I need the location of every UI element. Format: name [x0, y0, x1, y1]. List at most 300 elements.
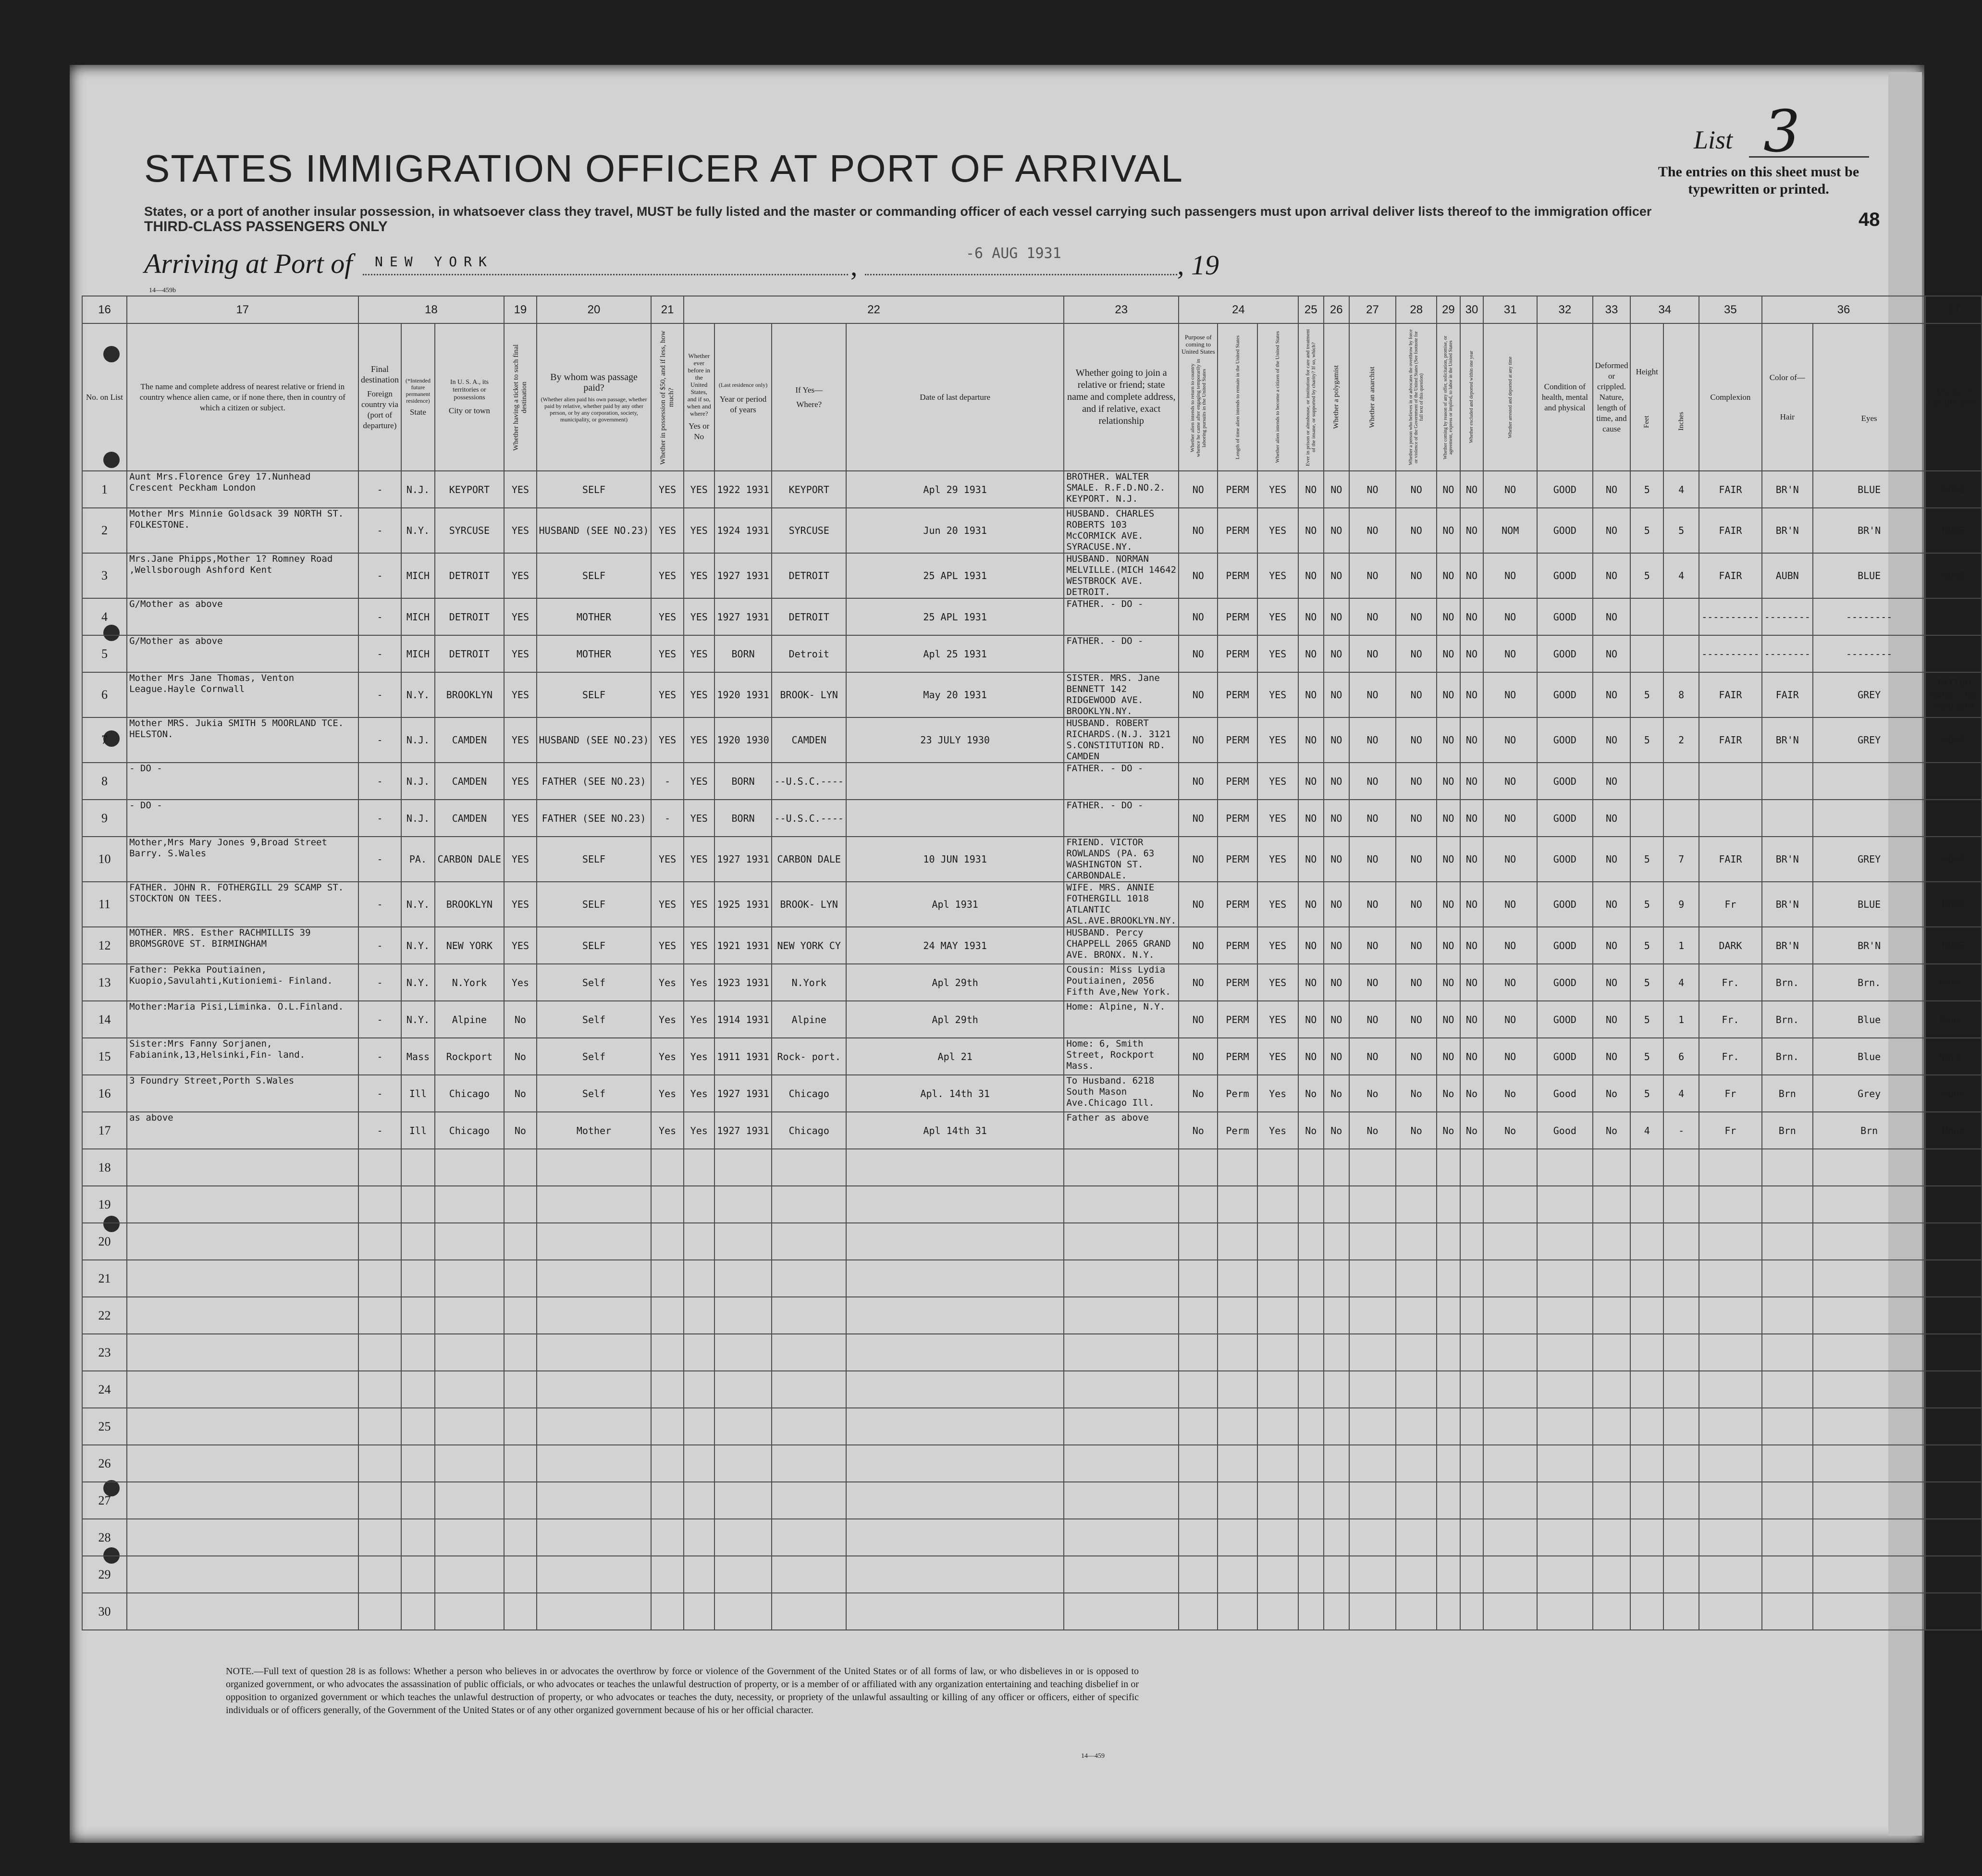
- purpose-return: NO: [1179, 508, 1218, 553]
- complexion-value: Fr.: [1699, 1001, 1761, 1038]
- blank-cell: [537, 1297, 652, 1334]
- blank-cell: [1925, 1297, 1982, 1334]
- blank-cell: [1483, 1149, 1537, 1186]
- header-city: In U. S. A., its territories or possessions City or town: [435, 323, 505, 471]
- blank-cell: [684, 1223, 714, 1260]
- blank-cell: [1537, 1260, 1592, 1297]
- ticket-answer: No: [504, 1112, 536, 1149]
- complexion-value: Fr: [1699, 882, 1761, 927]
- q31-answer: NO: [1483, 553, 1537, 598]
- foreign-country: -: [358, 1112, 402, 1149]
- height-inches: 4: [1663, 1075, 1699, 1112]
- blank-cell: [401, 1223, 434, 1260]
- table-row: [82, 882, 1982, 927]
- last-departure: 25 APL 1931: [846, 598, 1064, 635]
- passage-paid: Self: [537, 1075, 652, 1112]
- anarchist-answer: NO: [1349, 672, 1396, 717]
- hair-color: BR'N: [1762, 717, 1813, 763]
- blank-cell: [1396, 1519, 1437, 1556]
- purpose-return: NO: [1179, 927, 1218, 964]
- identification-marks: NONE: [1925, 837, 1982, 882]
- last-departure: Jun 20 1931: [846, 508, 1064, 553]
- previous-years: BORN: [714, 800, 772, 837]
- joining-relative: FATHER. - DO -: [1064, 598, 1179, 635]
- eye-color: Blue: [1813, 1001, 1925, 1038]
- blank-cell: [1064, 1260, 1179, 1297]
- table-row: [82, 471, 1982, 508]
- blank-cell: [1593, 1334, 1631, 1371]
- joining-relative: HUSBAND. NORMAN MELVILLE.(MICH 14642 WESTBROCK AVE. DETROIT.: [1064, 553, 1179, 598]
- joining-relative: Father as above: [1064, 1112, 1179, 1149]
- q30-answer: NO: [1460, 1038, 1484, 1075]
- blank-cell: [846, 1334, 1064, 1371]
- q30-answer: NO: [1460, 964, 1484, 1001]
- joining-relative: FATHER. - DO -: [1064, 800, 1179, 837]
- anarchist-answer: NO: [1349, 598, 1396, 635]
- previous-years: 1923 1931: [714, 964, 772, 1001]
- polygamist-answer: NO: [1324, 763, 1349, 800]
- relative-address: as above: [127, 1112, 358, 1149]
- purpose-return: NO: [1179, 964, 1218, 1001]
- col-number: 27: [1349, 296, 1396, 323]
- blank-cell: [1396, 1297, 1437, 1334]
- ever-before: YES: [684, 717, 714, 763]
- deformed-answer: NO: [1593, 964, 1631, 1001]
- table-row: [82, 964, 1982, 1001]
- blank-cell: [1663, 1260, 1699, 1297]
- blank-cell: [1813, 1593, 1925, 1630]
- identification-marks: [1925, 635, 1982, 672]
- blank-cell: [1593, 1297, 1631, 1334]
- blank-cell: [1179, 1186, 1218, 1223]
- ever-before: Yes: [684, 1112, 714, 1149]
- q30-answer: NO: [1460, 800, 1484, 837]
- q29-answer: No: [1437, 1075, 1460, 1112]
- blank-cell: [1349, 1223, 1396, 1260]
- blank-cell: [1257, 1482, 1298, 1519]
- q28-answer: NO: [1396, 598, 1437, 635]
- blank-cell: [1483, 1297, 1537, 1334]
- blank-cell: [1179, 1593, 1218, 1630]
- header-joining: Whether going to join a relative or friend; state name and complete address, and if relative, exact relationship: [1064, 323, 1179, 471]
- header-ever-before-yes-no: Whether ever before in the United States, and if so, when and where? Yes or No: [684, 323, 714, 471]
- blank-cell: [401, 1408, 434, 1445]
- blank-cell: [1298, 1149, 1324, 1186]
- ticket-answer: YES: [504, 635, 536, 672]
- passage-paid: HUSBAND (SEE NO.23): [537, 717, 652, 763]
- anarchist-answer: NO: [1349, 1001, 1396, 1038]
- last-departure: 10 JUN 1931: [846, 837, 1064, 882]
- q31-answer: NO: [1483, 800, 1537, 837]
- possession-50: YES: [651, 508, 683, 553]
- blank-cell: [1298, 1186, 1324, 1223]
- row-number: 27: [82, 1482, 127, 1519]
- purpose-length: Perm: [1218, 1112, 1257, 1149]
- blank-cell: [1663, 1408, 1699, 1445]
- previous-where: Chicago: [772, 1112, 846, 1149]
- blank-cell: [1699, 1408, 1761, 1445]
- passage-paid: SELF: [537, 471, 652, 508]
- blank-cell: [1537, 1334, 1592, 1371]
- header-no-on-list: No. on List: [82, 323, 127, 471]
- complexion-value: Fr: [1699, 1112, 1761, 1149]
- blank-cell: [1349, 1186, 1396, 1223]
- row-number: 10: [82, 837, 127, 882]
- purpose-citizen: YES: [1257, 1001, 1298, 1038]
- health-condition: GOOD: [1537, 800, 1592, 837]
- col-number: 31: [1483, 296, 1537, 323]
- blank-cell: [1699, 1519, 1761, 1556]
- height-feet: 5: [1630, 1001, 1663, 1038]
- health-condition: GOOD: [1537, 553, 1592, 598]
- purpose-citizen: YES: [1257, 672, 1298, 717]
- deformed-answer: No: [1593, 1112, 1631, 1149]
- polygamist-answer: NO: [1324, 882, 1349, 927]
- row-number: 14: [82, 1001, 127, 1038]
- blank-cell: [1349, 1371, 1396, 1408]
- blank-cell: [1437, 1371, 1460, 1408]
- previous-years: 1924 1931: [714, 508, 772, 553]
- blank-cell: [435, 1334, 505, 1371]
- blank-cell: [714, 1186, 772, 1223]
- ever-before: YES: [684, 471, 714, 508]
- complexion-value: [1699, 763, 1761, 800]
- q29-answer: NO: [1437, 927, 1460, 964]
- header-complexion: Complexion: [1699, 323, 1761, 471]
- possession-50: YES: [651, 598, 683, 635]
- purpose-citizen: YES: [1257, 553, 1298, 598]
- relative-address: - DO -: [127, 763, 358, 800]
- table-row: [82, 1075, 1982, 1112]
- possession-50: YES: [651, 882, 683, 927]
- hair-color: [1762, 763, 1813, 800]
- health-condition: GOOD: [1537, 837, 1592, 882]
- row-number: 28: [82, 1519, 127, 1556]
- hair-color: Brn: [1762, 1112, 1813, 1149]
- class-note: THIRD-CLASS PASSENGERS ONLY: [144, 219, 388, 234]
- anarchist-answer: NO: [1349, 1038, 1396, 1075]
- blank-cell: [1396, 1445, 1437, 1482]
- blank-cell: [1537, 1445, 1592, 1482]
- purpose-citizen: YES: [1257, 1038, 1298, 1075]
- possession-50: YES: [651, 927, 683, 964]
- blank-cell: [1218, 1593, 1257, 1630]
- blank-cell: [846, 1149, 1064, 1186]
- deformed-answer: NO: [1593, 800, 1631, 837]
- q31-answer: NO: [1483, 672, 1537, 717]
- passage-paid: SELF: [537, 927, 652, 964]
- blank-cell: [1298, 1223, 1324, 1260]
- blank-cell: [846, 1519, 1064, 1556]
- eye-color: BLUE: [1813, 553, 1925, 598]
- relative-address: G/Mother as above: [127, 635, 358, 672]
- blank-cell: [1630, 1556, 1663, 1593]
- deformed-answer: NO: [1593, 471, 1631, 508]
- empty-row: [82, 1334, 1982, 1371]
- blank-cell: [1460, 1149, 1484, 1186]
- blank-cell: [358, 1297, 402, 1334]
- blank-cell: [846, 1445, 1064, 1482]
- ticket-answer: YES: [504, 717, 536, 763]
- purpose-citizen: YES: [1257, 882, 1298, 927]
- purpose-return: NO: [1179, 672, 1218, 717]
- possession-50: Yes: [651, 1001, 683, 1038]
- hair-color: Brn.: [1762, 1001, 1813, 1038]
- destination-state: N.Y.: [401, 508, 434, 553]
- joining-relative: Home: 6, Smith Street, Rockport Mass.: [1064, 1038, 1179, 1075]
- header-state: (*Intended future permanent residence) State: [401, 323, 434, 471]
- health-condition: GOOD: [1537, 927, 1592, 964]
- blank-cell: [1537, 1371, 1592, 1408]
- blank-cell: [1762, 1186, 1813, 1223]
- ever-before: YES: [684, 553, 714, 598]
- possession-50: Yes: [651, 1112, 683, 1149]
- last-departure: Apl 1931: [846, 882, 1064, 927]
- deformed-answer: NO: [1593, 598, 1631, 635]
- height-feet: 5: [1630, 964, 1663, 1001]
- empty-row: [82, 1593, 1982, 1630]
- row-number: 17: [82, 1112, 127, 1149]
- previous-years: BORN: [714, 635, 772, 672]
- hair-color: [1762, 800, 1813, 837]
- blank-cell: [1663, 1149, 1699, 1186]
- height-inches: 4: [1663, 553, 1699, 598]
- foreign-country: -: [358, 508, 402, 553]
- blank-cell: [401, 1445, 434, 1482]
- height-feet: 5: [1630, 927, 1663, 964]
- previous-where: Rock- port.: [772, 1038, 846, 1075]
- blank-cell: [1218, 1297, 1257, 1334]
- prison-answer: NO: [1298, 672, 1324, 717]
- hair-color: AUBN: [1762, 553, 1813, 598]
- blank-cell: [401, 1556, 434, 1593]
- blank-cell: [1663, 1519, 1699, 1556]
- ever-before: YES: [684, 598, 714, 635]
- blank-cell: [651, 1593, 683, 1630]
- prison-answer: No: [1298, 1075, 1324, 1112]
- destination-state: PA.: [401, 837, 434, 882]
- hair-color: --------: [1762, 635, 1813, 672]
- deformed-answer: NO: [1593, 1001, 1631, 1038]
- col-number: 36: [1762, 296, 1926, 323]
- col-number: 33: [1593, 296, 1631, 323]
- blank-cell: [772, 1223, 846, 1260]
- port-value: NEW YORK: [375, 254, 493, 270]
- list-number: 3: [1763, 99, 1800, 165]
- blank-cell: [435, 1260, 505, 1297]
- complexion-value: FAIR: [1699, 672, 1761, 717]
- empty-row: [82, 1408, 1982, 1445]
- blank-cell: [1537, 1297, 1592, 1334]
- blank-cell: [1630, 1223, 1663, 1260]
- q29-answer: NO: [1437, 800, 1460, 837]
- blank-cell: [1460, 1408, 1484, 1445]
- possession-50: -: [651, 763, 683, 800]
- table-row: [82, 763, 1982, 800]
- blank-cell: [1218, 1149, 1257, 1186]
- q28-answer: NO: [1396, 471, 1437, 508]
- hair-color: BR'N: [1762, 508, 1813, 553]
- blank-cell: [1064, 1297, 1179, 1334]
- anarchist-answer: NO: [1349, 837, 1396, 882]
- complexion-value: FAIR: [1699, 471, 1761, 508]
- blank-cell: [1483, 1408, 1537, 1445]
- blank-cell: [1324, 1186, 1349, 1223]
- col-number: 19: [504, 296, 536, 323]
- blank-cell: [1762, 1223, 1813, 1260]
- polygamist-answer: NO: [1324, 964, 1349, 1001]
- relative-address: Mrs.Jane Phipps,Mother 1? Romney Road ,Wellsborough Ashford Kent: [127, 553, 358, 598]
- ever-before: YES: [684, 635, 714, 672]
- previous-years: 1914 1931: [714, 1001, 772, 1038]
- column-header-row: [82, 323, 1982, 471]
- q28-answer: NO: [1396, 1038, 1437, 1075]
- blank-cell: [504, 1260, 536, 1297]
- q30-answer: NO: [1460, 508, 1484, 553]
- table-row: [82, 1001, 1982, 1038]
- previous-years: 1927 1931: [714, 553, 772, 598]
- final-destination-label: Final destination: [360, 364, 399, 384]
- blank-cell: [651, 1445, 683, 1482]
- possession-50: YES: [651, 837, 683, 882]
- previous-where: CARBON DALE: [772, 837, 846, 882]
- blank-cell: [651, 1519, 683, 1556]
- joining-relative: FATHER. - DO -: [1064, 635, 1179, 672]
- blank-cell: [401, 1593, 434, 1630]
- polygamist-answer: NO: [1324, 598, 1349, 635]
- passage-paid: MOTHER: [537, 598, 652, 635]
- blank-cell: [537, 1260, 652, 1297]
- blank-cell: [1437, 1482, 1460, 1519]
- hair-color: Brn.: [1762, 1038, 1813, 1075]
- blank-cell: [772, 1408, 846, 1445]
- health-condition: GOOD: [1537, 763, 1592, 800]
- passage-paid: SELF: [537, 672, 652, 717]
- blank-cell: [1396, 1334, 1437, 1371]
- polygamist-answer: NO: [1324, 1001, 1349, 1038]
- blank-cell: [1064, 1334, 1179, 1371]
- row-number: 24: [82, 1371, 127, 1408]
- polygamist-answer: NO: [1324, 717, 1349, 763]
- blank-cell: [127, 1149, 358, 1186]
- polygamist-answer: NO: [1324, 553, 1349, 598]
- height-inches: [1663, 598, 1699, 635]
- blank-cell: [358, 1593, 402, 1630]
- previous-years: 1927 1931: [714, 1075, 772, 1112]
- q28-answer: NO: [1396, 1001, 1437, 1038]
- prison-answer: NO: [1298, 800, 1324, 837]
- blank-cell: [772, 1519, 846, 1556]
- blank-cell: [1324, 1149, 1349, 1186]
- ticket-answer: No: [504, 1075, 536, 1112]
- passage-paid: Self: [537, 1038, 652, 1075]
- previous-where: --U.S.C.----: [772, 800, 846, 837]
- joining-relative: Cousin: Miss Lydia Poutiainen, 2056 Fifth Ave,New York.: [1064, 964, 1179, 1001]
- height-feet: [1630, 635, 1663, 672]
- blank-cell: [358, 1445, 402, 1482]
- previous-where: BROOK- LYN: [772, 672, 846, 717]
- blank-cell: [1257, 1556, 1298, 1593]
- relative-address: Mother Mrs Minnie Goldsack 39 NORTH ST. FOLKESTONE.: [127, 508, 358, 553]
- q28-answer: No: [1396, 1075, 1437, 1112]
- blank-cell: [1179, 1371, 1218, 1408]
- blank-cell: [714, 1260, 772, 1297]
- blank-cell: [846, 1482, 1064, 1519]
- q29-answer: NO: [1437, 553, 1460, 598]
- q29-answer: NO: [1437, 763, 1460, 800]
- q29-answer: No: [1437, 1112, 1460, 1149]
- blank-cell: [537, 1556, 652, 1593]
- identification-marks: NONE: [1925, 508, 1982, 553]
- blank-cell: [1813, 1519, 1925, 1556]
- header-health: Condition of health, mental and physical: [1537, 323, 1592, 471]
- empty-row: [82, 1519, 1982, 1556]
- q30-answer: NO: [1460, 598, 1484, 635]
- purpose-citizen: YES: [1257, 717, 1298, 763]
- blank-cell: [1324, 1334, 1349, 1371]
- destination-city: BROOKLYN: [435, 882, 505, 927]
- q31-answer: NO: [1483, 763, 1537, 800]
- blank-cell: [1663, 1223, 1699, 1260]
- col-number: 35: [1699, 296, 1761, 323]
- blank-cell: [1298, 1556, 1324, 1593]
- blank-cell: [1218, 1482, 1257, 1519]
- blank-cell: [1460, 1519, 1484, 1556]
- joining-relative: HUSBAND. CHARLES ROBERTS 103 McCORMICK AVE. SYRACUSE.NY.: [1064, 508, 1179, 553]
- height-feet: 5: [1630, 672, 1663, 717]
- relative-address: G/Mother as above: [127, 598, 358, 635]
- purpose-return: NO: [1179, 635, 1218, 672]
- blank-cell: [772, 1334, 846, 1371]
- passage-paid: Self: [537, 964, 652, 1001]
- foreign-country: -: [358, 837, 402, 882]
- purpose-return: NO: [1179, 471, 1218, 508]
- foreign-country: -: [358, 882, 402, 927]
- prison-answer: NO: [1298, 882, 1324, 927]
- previous-where: Chicago: [772, 1075, 846, 1112]
- purpose-length: PERM: [1218, 763, 1257, 800]
- header-year: (Last residence only) Year or period of years: [714, 323, 772, 471]
- last-departure: 25 APL 1931: [846, 553, 1064, 598]
- blank-cell: [1630, 1260, 1663, 1297]
- q31-answer: No: [1483, 1112, 1537, 1149]
- blank-cell: [1396, 1149, 1437, 1186]
- height-inches: 8: [1663, 672, 1699, 717]
- previous-years: 1920 1931: [714, 672, 772, 717]
- purpose-return: No: [1179, 1075, 1218, 1112]
- q31-answer: NO: [1483, 717, 1537, 763]
- q31-answer: NO: [1483, 1038, 1537, 1075]
- blank-cell: [714, 1371, 772, 1408]
- health-condition: GOOD: [1537, 672, 1592, 717]
- blank-cell: [1324, 1260, 1349, 1297]
- q30-answer: No: [1460, 1112, 1484, 1149]
- destination-state: N.Y.: [401, 882, 434, 927]
- destination-city: DETROIT: [435, 635, 505, 672]
- header-marks: Marks of identification: [1925, 323, 1982, 471]
- destination-city: CARBON DALE: [435, 837, 505, 882]
- port-line: [363, 274, 848, 275]
- blank-cell: [1593, 1260, 1631, 1297]
- blank-cell: [1460, 1186, 1484, 1223]
- health-condition: Good: [1537, 1075, 1592, 1112]
- q31-answer: NO: [1483, 598, 1537, 635]
- blank-cell: [401, 1149, 434, 1186]
- purpose-citizen: YES: [1257, 800, 1298, 837]
- identification-marks: [1925, 800, 1982, 837]
- blank-cell: [1349, 1482, 1396, 1519]
- anarchist-answer: NO: [1349, 763, 1396, 800]
